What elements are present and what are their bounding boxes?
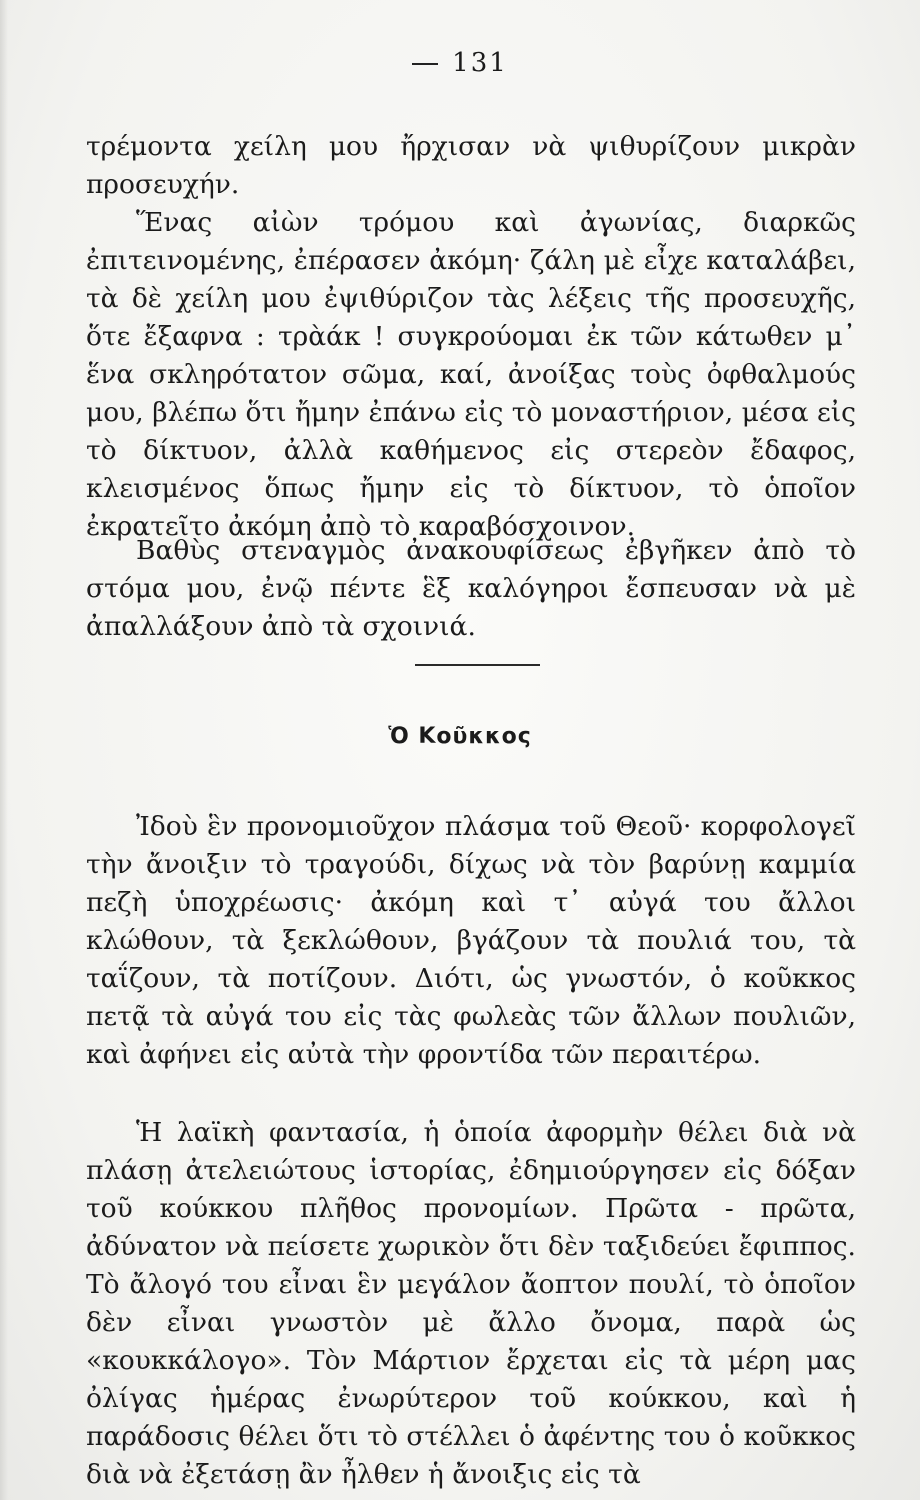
page-spine-shadow	[0, 0, 8, 1500]
paragraph-continuation: τρέμοντα χείλη μου ἤρχισαν νὰ ψιθυρίζουν μικρὰν προσευχήν.	[86, 131, 856, 200]
paragraph-sigh: Βαθὺς στεναγμὸς ἀνακουφίσεως ἐβγῆκεν ἀπὸ τὸ στόμα μου, ἐνῷ πέντε ἓξ καλόγηροι ἔσπευσαν νὰ μὲ ἀπαλλάξουν ἀπὸ τὰ σχοινιά.	[86, 535, 856, 642]
page-number	[0, 48, 920, 78]
paragraph-folk-imagination: Ἡ λαϊκὴ φαντασία, ἡ ὁποία ἀφορμὴν θέλει διὰ νὰ πλάσῃ ἀτελειώτους ἱστορίας, ἐδημιούργησεν εἰς δόξαν τοῦ κούκκου πλῆθος προνομίων. Πρῶτα - πρῶτα, ἀδύνατον νὰ πείσετε χωρικὸν ὅτι δὲν ταξιδεύει ἔφιππος. Τὸ ἄλογό του εἶναι ἓν μεγάλον ἄοπτον πουλί, τὸ ὁποῖον δὲν εἶναι γνωστὸν μὲ ἄλλο ὄνομα, παρὰ ὡς «κουκκάλογο». Τὸν Μάρτιον ἔρχεται εἰς τὰ μέρη μας ὀλίγας ἡμέρας ἐνωρύτερον τοῦ κούκκου, καὶ ἡ παράδοσις θέλει ὅτι τὸ στέλλει ὁ ἀφέντης του ὁ κοῦκκος διὰ νὰ ἐξετάσῃ ἂν ἦλθεν ἡ ἄνοιξις εἰς τὰ	[86, 1117, 856, 1490]
section-divider	[415, 664, 540, 666]
page-number-dash	[412, 63, 438, 65]
section-title: Ὁ Κοῦκκος	[388, 724, 532, 749]
page-number-value: 131	[452, 48, 508, 78]
paragraph-cuckoo-intro: Ἰδοὺ ἓν προνομιοῦχον πλάσμα τοῦ Θεοῦ· κορφολογεῖ τὴν ἄνοιξιν τὸ τραγούδι, δίχως νὰ τὸν βαρύνῃ καμμία πεζὴ ὑποχρέωσις· ἀκόμη καὶ τ᾽ αὐγά του ἄλλοι κλώθουν, τὰ ξεκλώθουν, βγάζουν τὰ πουλιά του, τὰ ταΐζουν, τὰ ποτίζουν. Διότι, ὡς γνωστόν, ὁ κοῦκκος πετᾷ τὰ αὐγά του εἰς τὰς φωλεὰς τῶν ἄλλων πουλιῶν, καὶ ἀφήνει εἰς αὐτὰ τὴν φροντίδα τῶν περαιτέρω.	[86, 811, 856, 1070]
paragraph-prayer: Ἕνας αἰὼν τρόμου καὶ ἀγωνίας, διαρκῶς ἐπιτεινομένης, ἐπέρασεν ἀκόμη· ζάλη μὲ εἶχε καταλάβει, τὰ δὲ χείλη μου ἐψιθύριζον τὰς λέξεις τῆς προσευχῆς, ὅτε ἔξαφνα : τρὰάκ ! συγκρούομαι ἐκ τῶν κάτωθεν μ᾽ ἕνα σκληρότατον σῶμα, καί, ἀνοίξας τοὺς ὀφθαλμούς μου, βλέπω ὅτι ἤμην ἐπάνω εἰς τὸ μοναστήριον, μέσα εἰς τὸ δίκτυον, ἀλλὰ καθήμενος εἰς στερεὸν ἔδαφος, κλεισμένος ὅπως ἤμην εἰς τὸ δίκτυον, τὸ ὁποῖον ἐκρατεῖτο ἀκόμη ἀπὸ τὸ καραβόσχοινον.	[86, 207, 856, 542]
